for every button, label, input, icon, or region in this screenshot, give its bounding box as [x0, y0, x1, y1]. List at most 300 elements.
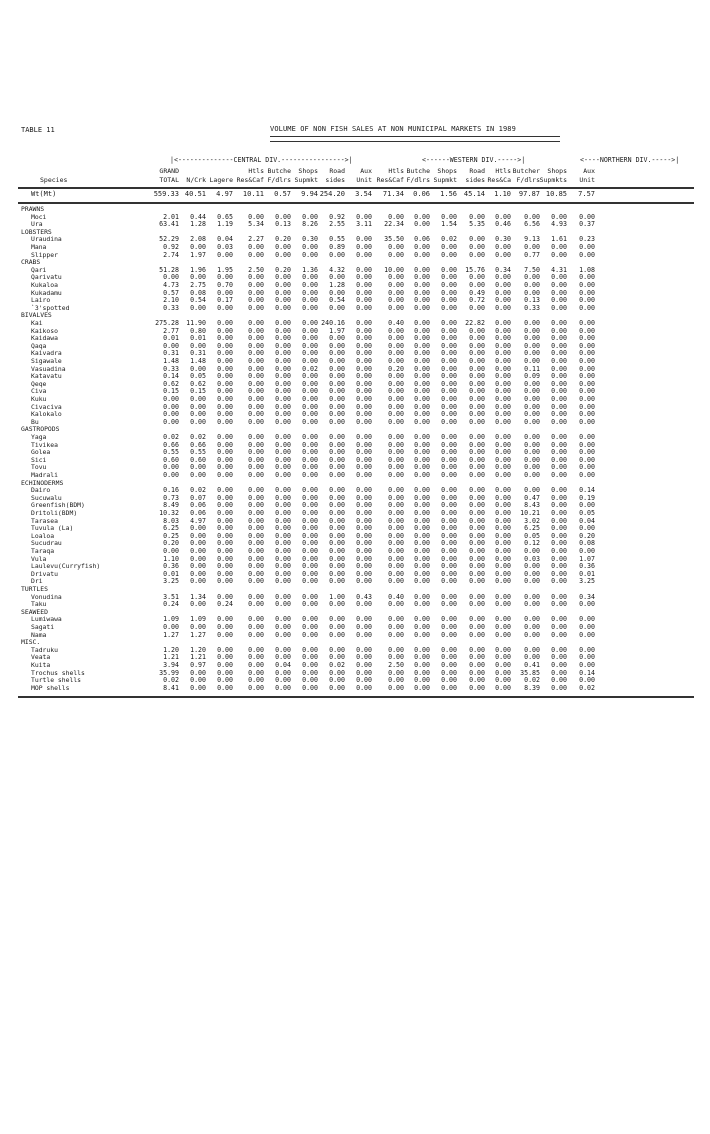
value-cell: 0.00	[579, 281, 595, 289]
value-cell: 0.00	[388, 493, 404, 502]
category-label: BIVALVES	[21, 311, 52, 320]
value-cell: 0.00	[579, 600, 595, 609]
value-cell: 0.00	[551, 592, 567, 601]
value-cell: 0.00	[414, 569, 430, 578]
value-cell: 0.00	[329, 569, 345, 578]
value-cell: 0.20	[275, 265, 291, 274]
value-cell: 97.87	[518, 190, 540, 198]
value-cell: 0.00	[388, 531, 404, 540]
table-row	[0, 685, 710, 692]
value-cell: 0.00	[217, 379, 233, 388]
species-name: Golea	[31, 448, 51, 457]
value-cell: 35.85	[520, 668, 540, 677]
value-cell: 0.00	[248, 501, 264, 510]
value-cell: 0.41	[524, 661, 540, 669]
value-cell: 8.49	[163, 501, 179, 510]
value-cell: 0.00	[275, 364, 291, 373]
value-cell: 0.00	[524, 288, 540, 297]
value-cell: 0.00	[217, 341, 233, 350]
value-cell: 5.34	[248, 220, 264, 229]
table-row	[0, 373, 710, 380]
value-cell: 0.00	[275, 212, 291, 221]
value-cell: 0.00	[356, 296, 372, 305]
value-cell: 0.00	[441, 349, 457, 358]
value-cell: 0.00	[275, 281, 291, 289]
value-cell: 0.20	[388, 364, 404, 373]
species-name: Bu	[31, 417, 39, 426]
value-cell: 0.00	[441, 357, 457, 365]
category-row	[0, 206, 710, 213]
value-cell: 0.00	[495, 303, 511, 312]
value-cell: 0.00	[356, 448, 372, 457]
value-cell: 0.00	[469, 554, 485, 563]
value-cell: 0.00	[441, 539, 457, 548]
value-cell: 0.00	[388, 562, 404, 571]
value-cell: 0.00	[524, 341, 540, 350]
value-cell: 0.00	[579, 372, 595, 381]
value-cell: 0.00	[469, 440, 485, 449]
value-cell: 0.00	[190, 577, 206, 586]
value-cell: 0.00	[551, 281, 567, 289]
species-name: Civaciva	[31, 402, 62, 411]
value-cell: 0.05	[579, 509, 595, 517]
value-cell: 0.00	[356, 402, 372, 411]
value-cell: 10.11	[242, 190, 264, 198]
value-cell: 0.00	[248, 440, 264, 449]
value-cell: 0.00	[469, 243, 485, 251]
table-row	[0, 616, 710, 623]
value-cell: 0.00	[414, 379, 430, 388]
value-cell: 0.17	[217, 296, 233, 305]
value-cell: 0.00	[414, 357, 430, 365]
value-cell: 0.00	[495, 364, 511, 373]
value-cell: 0.00	[551, 433, 567, 441]
value-cell: 0.70	[217, 281, 233, 289]
species-name: Trochus shells	[31, 668, 85, 677]
value-cell: 0.00	[551, 668, 567, 677]
value-cell: 0.00	[414, 600, 430, 609]
value-cell: 1.61	[551, 235, 567, 244]
value-cell: 0.00	[495, 562, 511, 571]
value-cell: 0.00	[495, 547, 511, 555]
value-cell: 0.00	[356, 539, 372, 548]
value-cell: 2.01	[163, 212, 179, 221]
value-cell: 2.77	[163, 326, 179, 335]
value-cell: 0.00	[217, 676, 233, 685]
value-cell: 0.00	[217, 334, 233, 343]
value-cell: 0.80	[190, 326, 206, 335]
value-cell: 0.00	[302, 357, 318, 365]
value-cell: 0.00	[248, 531, 264, 540]
value-cell: 1.19	[217, 220, 233, 229]
northern-division-header: <----NORTHERN DIV.----->|	[580, 156, 680, 164]
value-cell: 0.00	[356, 547, 372, 555]
category-row	[0, 480, 710, 487]
value-cell: 0.01	[579, 569, 595, 578]
value-cell: 52.29	[159, 235, 179, 244]
value-cell: 0.00	[551, 402, 567, 411]
value-cell: 0.00	[302, 562, 318, 571]
value-cell: 0.00	[356, 410, 372, 419]
table-row	[0, 540, 710, 547]
value-cell: 0.00	[388, 668, 404, 677]
value-cell: 0.00	[469, 516, 485, 525]
value-cell: 0.00	[190, 623, 206, 631]
value-cell: 0.00	[495, 661, 511, 669]
value-cell: 0.00	[356, 509, 372, 517]
value-cell: 0.00	[248, 379, 264, 388]
value-cell: 0.00	[163, 547, 179, 555]
value-cell: 0.00	[579, 471, 595, 479]
value-cell: 0.00	[190, 341, 206, 350]
value-cell: 0.00	[524, 486, 540, 495]
table-row	[0, 464, 710, 471]
value-cell: 71.34	[382, 190, 404, 198]
value-cell: 0.00	[579, 250, 595, 259]
value-cell: 0.00	[388, 463, 404, 472]
value-cell: 0.00	[275, 577, 291, 586]
value-cell: 0.00	[217, 645, 233, 654]
value-cell: 0.00	[414, 630, 430, 639]
value-cell: 0.00	[275, 273, 291, 282]
species-name: Qari	[31, 265, 47, 274]
value-cell: 0.00	[356, 334, 372, 343]
value-cell: 0.00	[495, 516, 511, 525]
value-cell: 35.99	[159, 668, 179, 677]
value-cell: 0.00	[551, 379, 567, 388]
value-cell: 0.00	[524, 592, 540, 601]
value-cell: 0.00	[190, 547, 206, 555]
value-cell: 0.00	[275, 402, 291, 411]
value-cell: 0.00	[441, 243, 457, 251]
value-cell: 0.00	[551, 417, 567, 426]
value-cell: 0.33	[524, 303, 540, 312]
value-cell: 9.13	[524, 235, 540, 244]
value-cell: 0.00	[356, 676, 372, 685]
value-cell: 0.00	[275, 493, 291, 502]
value-cell: 0.00	[329, 395, 345, 403]
value-cell: 240.16	[321, 319, 345, 327]
value-cell: 0.00	[579, 417, 595, 426]
value-cell: 0.14	[579, 668, 595, 677]
value-cell: 0.00	[356, 668, 372, 677]
total-rule	[18, 202, 694, 204]
value-cell: 0.00	[329, 600, 345, 609]
value-cell: 0.00	[495, 539, 511, 548]
value-cell: 0.00	[163, 341, 179, 350]
value-cell: 0.00	[441, 600, 457, 609]
value-cell: 0.00	[441, 364, 457, 373]
value-cell: 0.00	[302, 577, 318, 586]
value-cell: 0.00	[356, 661, 372, 669]
header-rule	[18, 187, 694, 189]
value-cell: 0.65	[217, 212, 233, 221]
value-cell: 0.00	[441, 448, 457, 457]
value-cell: 0.00	[551, 562, 567, 571]
species-name: Tadruku	[31, 645, 58, 654]
value-cell: 0.00	[579, 630, 595, 639]
value-cell: 0.00	[388, 600, 404, 609]
value-cell: 0.00	[551, 653, 567, 662]
value-cell: 0.00	[414, 547, 430, 555]
value-cell: 11.90	[186, 319, 206, 327]
value-cell: 0.33	[163, 364, 179, 373]
value-cell: 0.00	[329, 653, 345, 662]
species-name: Dri	[31, 577, 43, 586]
value-cell: 0.00	[441, 417, 457, 426]
table-row	[0, 442, 710, 449]
value-cell: 0.00	[275, 463, 291, 472]
species-name: Kalokalo	[31, 410, 62, 419]
column-header-bottom: F/dlrs	[267, 176, 291, 184]
value-cell: 0.00	[495, 296, 511, 305]
value-cell: 2.27	[248, 235, 264, 244]
value-cell: 0.00	[469, 615, 485, 624]
table-row	[0, 578, 710, 585]
value-cell: 0.00	[495, 357, 511, 365]
value-cell: 0.00	[302, 212, 318, 221]
species-column-header: Species	[40, 176, 68, 184]
value-cell: 0.00	[329, 577, 345, 586]
value-cell: 0.13	[275, 220, 291, 229]
value-cell: 0.00	[248, 250, 264, 259]
value-cell: 0.00	[217, 493, 233, 502]
value-cell: 0.02	[163, 676, 179, 685]
value-cell: 0.00	[524, 281, 540, 289]
value-cell: 0.00	[469, 303, 485, 312]
value-cell: 0.00	[190, 303, 206, 312]
value-cell: 0.00	[356, 372, 372, 381]
value-cell: 2.08	[190, 235, 206, 244]
category-row	[0, 639, 710, 646]
value-cell: 0.57	[274, 190, 291, 198]
value-cell: 0.00	[524, 569, 540, 578]
value-cell: 0.00	[469, 683, 485, 692]
value-cell: 0.00	[441, 630, 457, 639]
value-cell: 0.00	[441, 661, 457, 669]
table-row	[0, 571, 710, 578]
value-cell: 0.00	[217, 471, 233, 479]
value-cell: 0.00	[579, 395, 595, 403]
category-label: LOBSTERS	[21, 227, 52, 236]
value-cell: 0.00	[469, 600, 485, 609]
value-cell: 0.00	[469, 455, 485, 464]
value-cell: 0.00	[579, 364, 595, 373]
value-cell: 0.00	[388, 288, 404, 297]
value-cell: 0.00	[579, 212, 595, 221]
species-name: Sigawale	[31, 357, 62, 365]
value-cell: 0.00	[388, 273, 404, 282]
value-cell: 0.00	[551, 410, 567, 419]
column-header-bottom: Res&Ca	[487, 176, 511, 184]
value-cell: 0.00	[388, 395, 404, 403]
value-cell: 0.00	[524, 547, 540, 555]
value-cell: 0.00	[329, 402, 345, 411]
value-cell: 0.06	[413, 190, 430, 198]
value-cell: 0.00	[495, 212, 511, 221]
value-cell: 0.00	[217, 562, 233, 571]
value-cell: 0.00	[469, 364, 485, 373]
category-label: GASTROPODS	[21, 425, 60, 434]
value-cell: 0.00	[495, 471, 511, 479]
value-cell: 0.00	[414, 615, 430, 624]
value-cell: 0.00	[495, 440, 511, 449]
value-cell: 51.28	[159, 265, 179, 274]
value-cell: 0.00	[217, 273, 233, 282]
value-cell: 0.00	[356, 600, 372, 609]
value-cell: 0.00	[441, 303, 457, 312]
value-cell: 40.51	[184, 190, 206, 198]
value-cell: 0.00	[441, 379, 457, 388]
value-cell: 0.00	[248, 296, 264, 305]
value-cell: 0.00	[469, 569, 485, 578]
value-cell: 0.00	[388, 554, 404, 563]
species-name: Drivatu	[31, 569, 58, 578]
value-cell: 0.00	[302, 273, 318, 282]
column-header-bottom: Unit	[579, 176, 595, 184]
table-row	[0, 350, 710, 357]
value-cell: 0.00	[414, 349, 430, 358]
value-cell: 0.00	[248, 623, 264, 631]
value-cell: 0.00	[356, 341, 372, 350]
value-cell: 15.76	[465, 265, 485, 274]
species-name: Qeqe	[31, 379, 47, 388]
value-cell: 0.00	[414, 486, 430, 495]
value-cell: 0.00	[302, 402, 318, 411]
value-cell: 0.00	[356, 683, 372, 692]
value-cell: 0.08	[579, 539, 595, 548]
species-name: Mana	[31, 243, 47, 251]
value-cell: 0.00	[414, 455, 430, 464]
value-cell: 0.00	[469, 592, 485, 601]
value-cell: 8.43	[524, 501, 540, 510]
category-row	[0, 229, 710, 236]
value-cell: 0.00	[551, 448, 567, 457]
value-cell: 0.00	[302, 463, 318, 472]
column-header-bottom: F/dlrs	[516, 176, 540, 184]
column-header-top: Butche	[267, 167, 291, 175]
value-cell: 0.00	[217, 364, 233, 373]
value-cell: 0.00	[441, 577, 457, 586]
value-cell: 0.97	[190, 661, 206, 669]
value-cell: 0.00	[524, 562, 540, 571]
value-cell: 0.00	[579, 288, 595, 297]
value-cell: 0.00	[217, 516, 233, 525]
value-cell: 0.00	[495, 250, 511, 259]
category-label: ECHINODERMS	[21, 478, 64, 487]
value-cell: 0.00	[524, 615, 540, 624]
value-cell: 0.00	[356, 243, 372, 251]
table-row	[0, 267, 710, 274]
value-cell: 0.00	[388, 334, 404, 343]
value-cell: 0.00	[217, 250, 233, 259]
value-cell: 0.00	[414, 387, 430, 396]
value-cell: 0.00	[302, 440, 318, 449]
value-cell: 0.00	[524, 448, 540, 457]
value-cell: 0.00	[356, 235, 372, 244]
column-header-top: Butche	[406, 167, 430, 175]
value-cell: 0.00	[356, 417, 372, 426]
value-cell: 0.14	[163, 372, 179, 381]
value-cell: 0.00	[551, 516, 567, 525]
value-cell: 0.00	[495, 288, 511, 297]
value-cell: 0.00	[275, 547, 291, 555]
column-header-top: Aux	[360, 167, 372, 175]
value-cell: 0.11	[524, 364, 540, 373]
value-cell: 0.00	[356, 516, 372, 525]
value-cell: 0.00	[388, 676, 404, 685]
value-cell: 0.00	[190, 676, 206, 685]
value-cell: 0.00	[302, 448, 318, 457]
value-cell: 0.00	[302, 630, 318, 639]
value-cell: 0.00	[551, 509, 567, 517]
value-cell: 0.00	[495, 402, 511, 411]
value-cell: 0.00	[469, 281, 485, 289]
value-cell: 0.00	[356, 440, 372, 449]
value-cell: 0.00	[414, 402, 430, 411]
value-cell: 0.00	[388, 357, 404, 365]
table-row	[0, 662, 710, 669]
column-header-bottom: N/Crk	[186, 176, 206, 184]
value-cell: 0.00	[217, 547, 233, 555]
value-cell: 0.00	[329, 463, 345, 472]
value-cell: 0.00	[495, 524, 511, 533]
value-cell: 0.00	[388, 547, 404, 555]
value-cell: 0.00	[275, 410, 291, 419]
table-row	[0, 305, 710, 312]
category-row	[0, 426, 710, 433]
value-cell: 0.00	[248, 372, 264, 381]
value-cell: 3.11	[356, 220, 372, 229]
value-cell: 1.27	[163, 630, 179, 639]
value-cell: 0.77	[524, 250, 540, 259]
table-row	[0, 358, 710, 365]
value-cell: 0.00	[302, 516, 318, 525]
value-cell: 0.00	[551, 539, 567, 548]
value-cell: 0.00	[275, 288, 291, 297]
value-cell: 0.00	[329, 417, 345, 426]
species-name: Vasuadina	[31, 364, 66, 373]
value-cell: 0.00	[579, 379, 595, 388]
value-cell: 0.23	[579, 235, 595, 244]
value-cell: 0.00	[441, 509, 457, 517]
value-cell: 22.82	[465, 319, 485, 327]
value-cell: 0.00	[356, 395, 372, 403]
value-cell: 0.00	[356, 281, 372, 289]
value-cell: 0.00	[356, 288, 372, 297]
value-cell: 0.00	[302, 455, 318, 464]
value-cell: 0.00	[469, 562, 485, 571]
value-cell: 0.00	[388, 349, 404, 358]
value-cell: 0.00	[441, 569, 457, 578]
value-cell: 0.00	[329, 645, 345, 654]
value-cell: 0.00	[551, 471, 567, 479]
column-header-bottom: Supmkt	[294, 176, 318, 184]
value-cell: 0.54	[329, 296, 345, 305]
value-cell: 0.00	[248, 326, 264, 335]
value-cell: 0.00	[302, 288, 318, 297]
value-cell: 1.09	[163, 615, 179, 624]
value-cell: 0.00	[163, 402, 179, 411]
value-cell: 0.00	[329, 471, 345, 479]
value-cell: 0.00	[414, 273, 430, 282]
value-cell: 1.36	[302, 265, 318, 274]
value-cell: 0.00	[190, 531, 206, 540]
value-cell: 0.00	[302, 296, 318, 305]
species-name: Lumiwawa	[31, 615, 62, 624]
value-cell: 0.00	[275, 630, 291, 639]
table-row	[0, 525, 710, 532]
